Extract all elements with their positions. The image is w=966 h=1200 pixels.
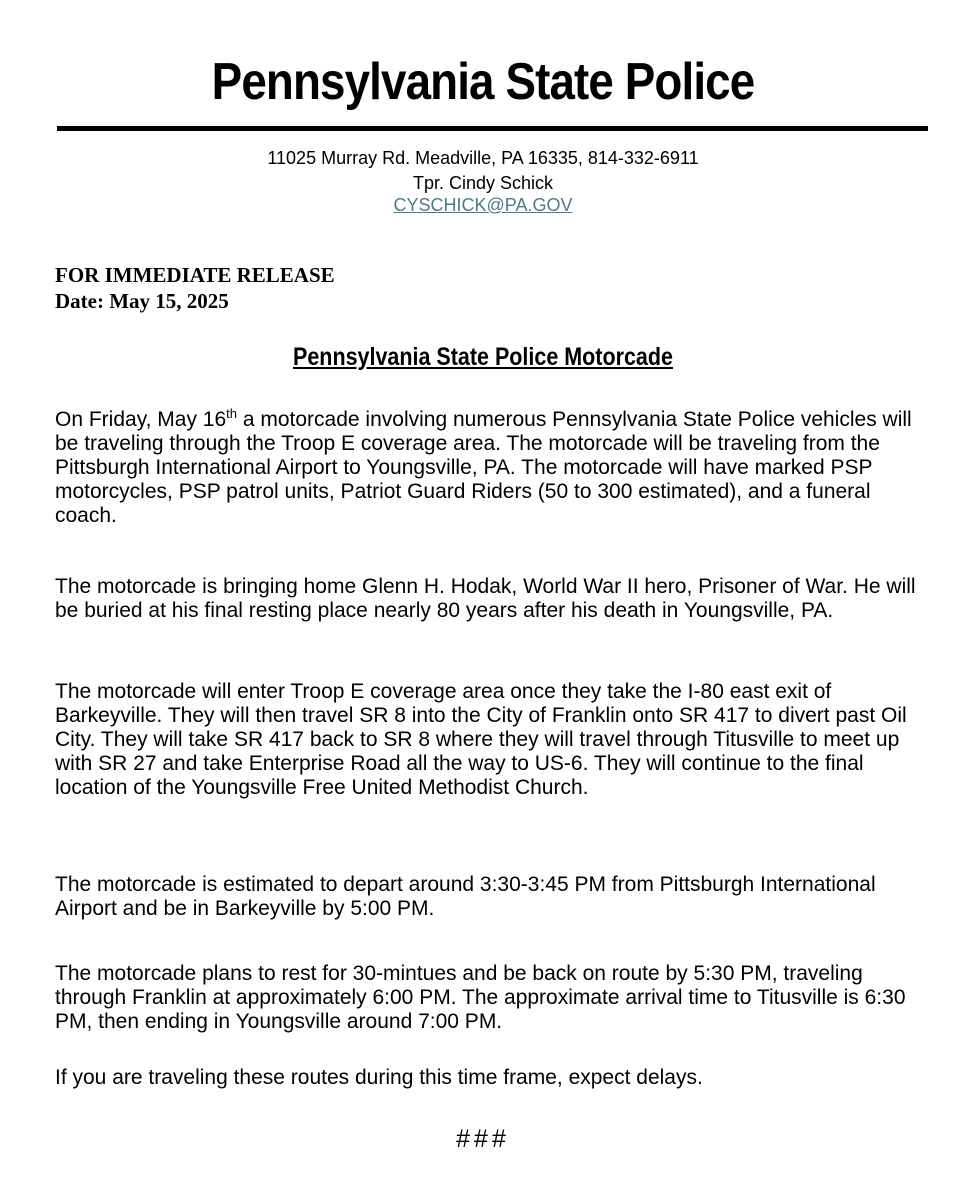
organization-title: Pennsylvania State Police [211,53,755,111]
paragraph-1-start: On Friday, May 16 [55,408,227,431]
header-rule [57,126,928,131]
contact-email-link[interactable]: CYSCHICK@PA.GOV [393,195,573,215]
headline: Pennsylvania State Police Motorcade [293,343,673,371]
contact-name: Tpr. Cindy Schick [412,173,554,193]
paragraph-1-rest: a motorcade involving numerous Pennsylvania State Police vehicles will be traveling through the Troop E coverage area. The motorcade will be traveling from the Pittsburgh International Airport to Youngsville, PA. The motorcade will have marked PSP motorcycles, PSP patrol units, Patriot Guard Riders (50 to 300 estimated), and a funeral coach. [55,408,912,527]
release-date: Date: May 15, 2025 [55,289,229,313]
paragraph-5: The motorcade plans to rest for 30-mintues and be back on route by 5:30 PM, traveling through Franklin at approximately 6:00 PM. The approximate arrival time to Titusville is 6:30 PM, then ending in Youngsville around 7:00 PM. [55,962,906,1033]
release-label: FOR IMMEDIATE RELEASE [55,263,335,287]
paragraph-2: The motorcade is bringing home Glenn H. Hodak, World War II hero, Prisoner of War. He will be buried at his final resting place nearly 80 years after his death in Youngsville, PA. [55,575,916,622]
paragraph-3: The motorcade will enter Troop E coverage area once they take the I-80 east exit of Barkeyville. They will then travel SR 8 into the City of Franklin onto SR 417 to divert past Oil City. They will take SR 417 back to SR 8 where they will travel through Titusville to meet up with SR 27 and take Enterprise Road all the way to US-6. They will continue to the final location of the Youngsville Free United Methodist Church. [55,680,907,799]
address-line: 11025 Murray Rd. Meadville, PA 16335, 814-332-6911 [267,148,699,168]
end-mark: ### [456,1125,510,1153]
ordinal-suffix: th [226,406,238,421]
paragraph-1 [55,408,925,528]
paragraph-4: The motorcade is estimated to depart around 3:30-3:45 PM from Pittsburgh International Airport and be in Barkeyville by 5:00 PM. [55,873,876,920]
paragraph-6: If you are traveling these routes during this time frame, expect delays. [55,1066,703,1089]
release-block [55,262,335,314]
